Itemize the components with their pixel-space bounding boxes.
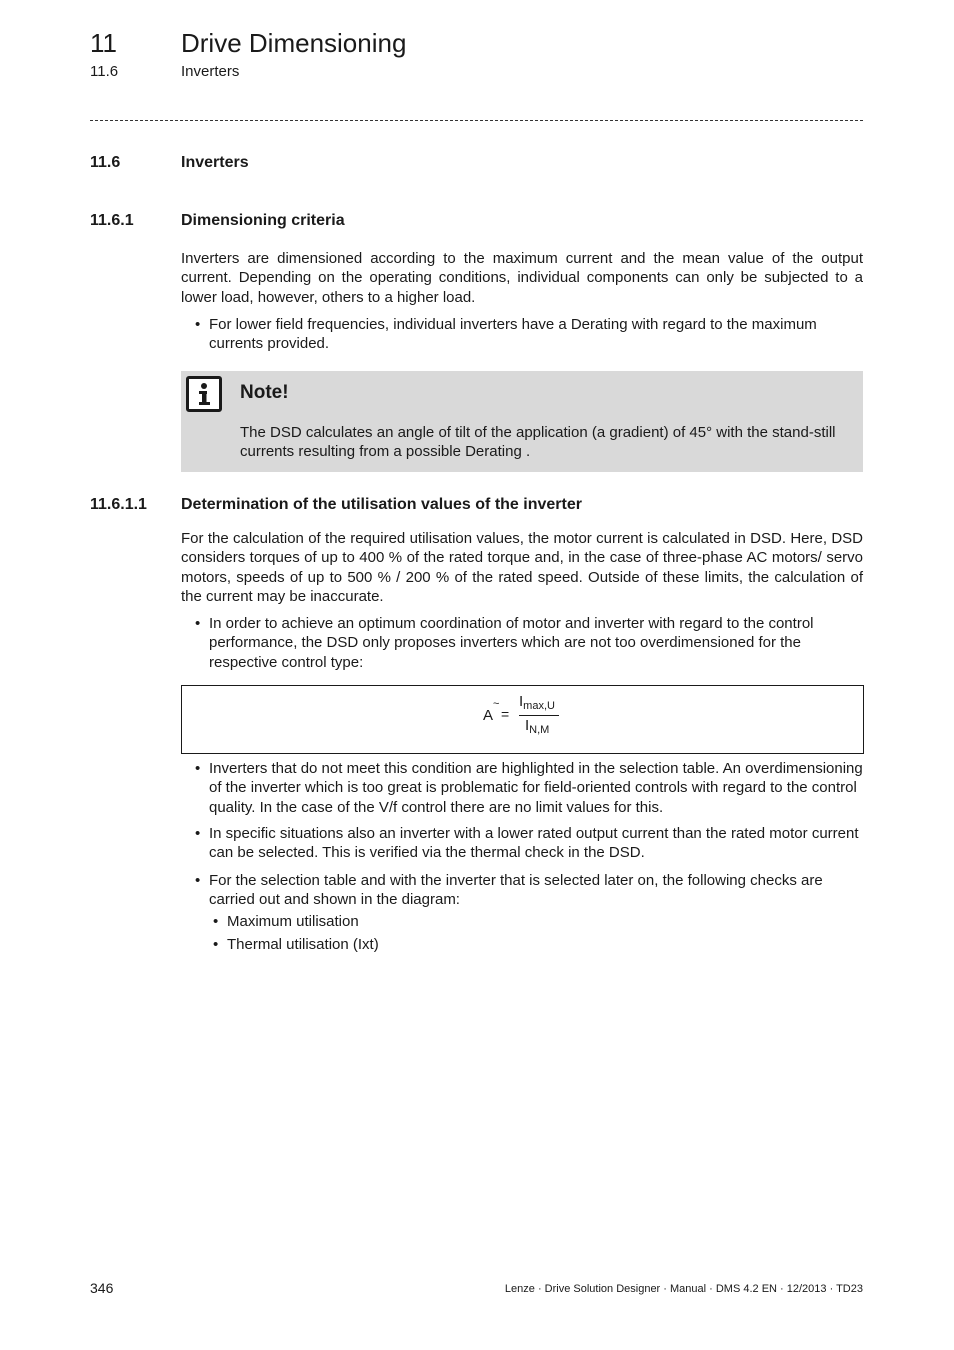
header-section-title: Inverters — [181, 63, 240, 80]
bullet-coordination: • In order to achieve an optimum coordination of motor and inverter with regard to the control performance, the DSD only proposes inverters which are not too overdimensioned for the respective control type: — [195, 614, 869, 672]
formula-numerator-sub: max,U — [523, 700, 555, 712]
bullet-lower-rated: • In specific situations also an inverter with a lower rated output current than the rated motor current can be selected. This is verified via the thermal check in the DSD. — [195, 824, 869, 863]
calc-paragraph: For the calculation of the required utilisation values, the motor current is calculated in DSD. Here, DSD considers torques of up to 400 % of the rated torque and, in the case of three-phase AC motors/ servo motors, speeds of up to 500 % / 200 % of the rated speed. Outside of these limits, the calculation of the current may be inaccurate. — [181, 530, 863, 605]
info-icon — [186, 376, 222, 412]
note-text: The DSD calculates an angle of tilt of the application (a gradient) of 45° with the stand-still currents resulting from a possible Derating . — [240, 424, 836, 461]
subsubsection-title: Determination of the utilisation values of the inverter — [181, 496, 582, 513]
formula-denominator-sub: N,M — [529, 724, 550, 736]
header-section-number: 11.6 — [90, 63, 119, 80]
intro-paragraph: Inverters are dimensioned according to the maximum current and the mean value of the output current. Depending on the operating conditions, individual components can only be subjected to a lower load, however, others to a higher load. — [181, 250, 863, 306]
chapter-number: 11 — [90, 28, 117, 58]
sub-bullet-max-utilisation: • Maximum utilisation — [213, 912, 867, 931]
fraction-bar — [519, 715, 559, 716]
formula-equals: = — [501, 706, 510, 722]
formula-lhs: A — [483, 707, 494, 724]
bullet-highlighted: • Inverters that do not meet this condition are highlighted in the selection table. An overdimensioning of the inverter which is too great is problematic for field-oriented controls with regard to the control quality. In the case of the V/f control there are no limit values for this. — [195, 759, 869, 817]
page-number: 346 — [90, 1280, 114, 1296]
formula-box — [181, 685, 864, 754]
bullet-selection-table: • For the selection table and with the inverter that is selected later on, the following checks are carried out and shown in the diagram: — [195, 871, 869, 910]
section-number: 11.6 — [90, 154, 121, 171]
subsection-title: Dimensioning criteria — [181, 212, 345, 229]
header-divider — [90, 120, 863, 121]
subsubsection-number: 11.6.1.1 — [90, 496, 147, 513]
formula-denominator — [525, 717, 549, 736]
subsection-number: 11.6.1 — [90, 212, 134, 229]
chapter-title: Drive Dimensioning — [181, 28, 407, 58]
section-title: Inverters — [181, 154, 249, 171]
note-title: Note! — [240, 382, 289, 403]
formula-denominator-main: I — [525, 717, 530, 734]
formula-tilde: ~ — [493, 698, 500, 710]
footer-info: Lenze · Drive Solution Designer · Manual · DMS 4.2 EN · 12/2013 · TD23 — [504, 1283, 863, 1295]
formula-numerator-main: I — [519, 693, 524, 710]
bullet-derating: • For lower field frequencies, individual inverters have a Derating with regard to the maximum currents provided. — [195, 315, 869, 354]
sub-bullet-thermal-utilisation: • Thermal utilisation (Ixt) — [213, 935, 867, 954]
formula-numerator — [519, 693, 555, 712]
